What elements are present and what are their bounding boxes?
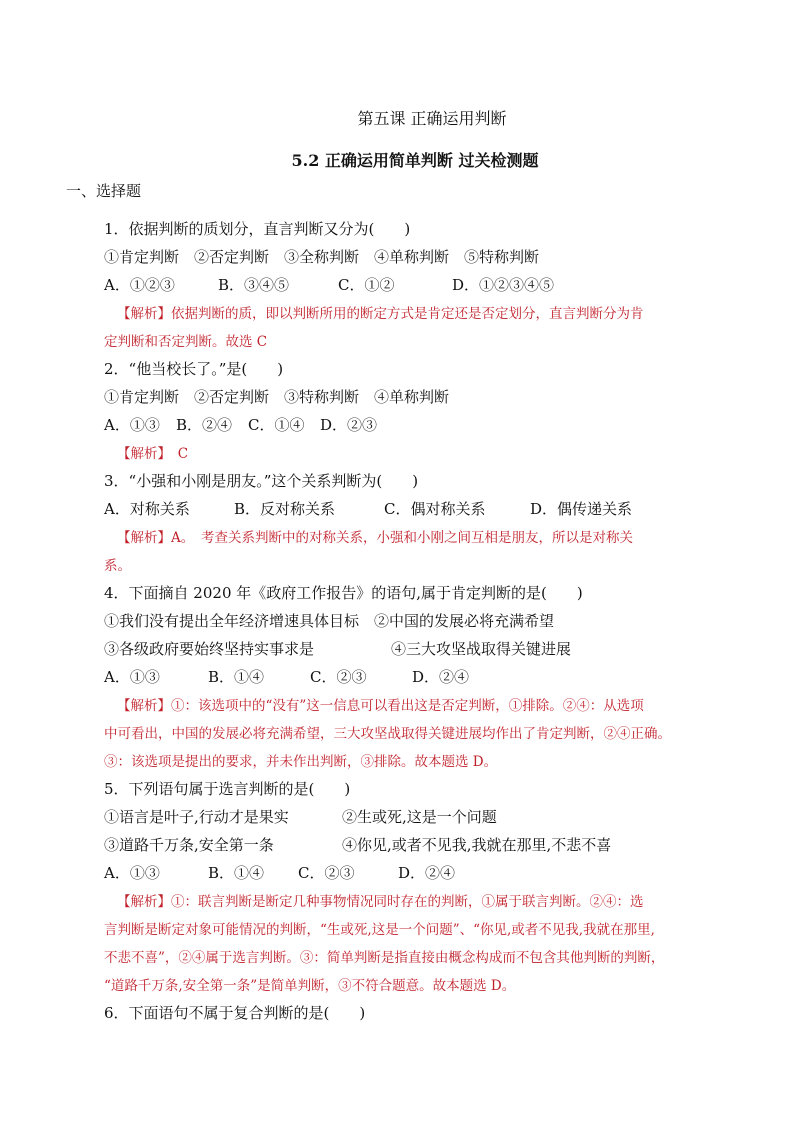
q2-option-c: C．①④ — [248, 416, 305, 434]
q3-analysis-line-2: 系。 — [104, 558, 131, 574]
q4-option-c: C．②③ — [310, 668, 367, 686]
page-subtitle: 5.2 正确运用简单判断 过关检测题 — [291, 151, 539, 170]
q1-analysis-line-2: 定判断和否定判断。故选 C — [104, 334, 268, 350]
q2-option-d: D．②③ — [320, 416, 378, 434]
section-heading: 一、选择题 — [66, 182, 142, 200]
q3-option-c: C．偶对称关系 — [384, 500, 486, 518]
q4-stem: 4．下面摘自 2020 年《政府工作报告》的语句,属于肯定判断的是( ) — [104, 584, 583, 602]
q2-analysis-line-1: 【解析】 C — [117, 446, 189, 462]
q4-option-b: B．①④ — [208, 668, 265, 686]
q4-analysis-line-2: 中可看出，中国的发展必将充满希望，三大攻坚战取得关键进展均作出了肯定判断，②④正确。 — [104, 726, 671, 742]
q5-item-4: ④你见,或者不见我,我就在那里,不悲不喜 — [342, 836, 612, 854]
q3-options — [104, 498, 632, 519]
q5-option-d: D．②④ — [398, 864, 456, 882]
q3-option-b: B．反对称关系 — [234, 500, 336, 518]
q4-option-d: D．②④ — [412, 668, 470, 686]
q5-options — [104, 862, 455, 883]
q4-items-line-2 — [104, 638, 571, 659]
q2-option-a: A．①③ — [104, 416, 160, 434]
q1-options — [104, 274, 554, 295]
q3-option-d: D．偶传递关系 — [530, 500, 633, 518]
q1-option-d: D．①②③④⑤ — [452, 276, 555, 294]
q1-option-b: B．③④⑤ — [218, 276, 290, 294]
q5-item-2: ②生或死,这是一个问题 — [342, 808, 497, 826]
q5-analysis-line-1: 【解析】①：联言判断是断定几种事物情况同时存在的判断，①属于联言判断。②④：选 — [117, 894, 644, 910]
q5-option-a: A．①③ — [104, 864, 160, 882]
q5-option-c: C．②③ — [298, 864, 355, 882]
q2-items: ①肯定判断 ②否定判断 ③特称判断 ④单称判断 — [104, 388, 450, 406]
q5-analysis-line-4: “道路千万条,安全第一条”是简单判断，③不符合题意。故本题选 D。 — [104, 978, 516, 994]
q6-stem: 6．下面语句不属于复合判断的是( ) — [104, 1004, 366, 1022]
q4-options — [104, 666, 469, 687]
q5-analysis-line-3: 不悲不喜”，②④属于选言判断。③：简单判断是指直接由概念构成而不包含其他判断的判断， — [104, 950, 665, 966]
q5-analysis-line-2: 言判断是断定对象可能情况的判断，“生或死,这是一个问题”、“你见,或者不见我,我就在那里, — [104, 922, 655, 938]
q3-analysis-line-1: 【解析】A。 考查关系判断中的对称关系，小强和小刚之间互相是朋友，所以是对称关 — [117, 530, 633, 546]
q1-analysis-line-1: 【解析】依据判断的质，即以判断所用的断定方式是肯定还是否定划分，直言判断分为肯 — [117, 306, 644, 322]
q1-option-c: C．①② — [338, 276, 395, 294]
q4-analysis-line-3: ③：该选项是提出的要求，并未作出判断，③排除。故本题选 D。 — [104, 754, 498, 770]
q5-items-line-1 — [104, 806, 497, 827]
q2-stem: 2．“他当校长了。”是( ) — [104, 360, 284, 378]
q3-option-a: A．对称关系 — [104, 500, 190, 518]
q1-option-a: A．①②③ — [104, 276, 175, 294]
q2-option-b: B．②④ — [176, 416, 233, 434]
q3-stem: 3．“小强和小刚是朋友。”这个关系判断为( ) — [104, 472, 419, 490]
q4-option-a: A．①③ — [104, 668, 160, 686]
q5-items-line-2 — [104, 834, 611, 855]
q2-options — [104, 414, 377, 435]
q5-item-3: ③道路千万条,安全第一条 — [104, 836, 274, 854]
q4-item-3: ③各级政府要始终坚持实事求是 — [104, 640, 315, 658]
q5-item-1: ①语言是叶子,行动才是果实 — [104, 808, 289, 826]
q4-item-4: ④三大攻坚战取得关键进展 — [391, 640, 572, 658]
page-title: 第五课 正确运用判断 — [357, 109, 507, 128]
q5-option-b: B．①④ — [208, 864, 265, 882]
q1-items: ①肯定判断 ②否定判断 ③全称判断 ④单称判断 ⑤特称判断 — [104, 248, 540, 266]
q4-items-line-1: ①我们没有提出全年经济增速具体目标 ②中国的发展必将充满希望 — [104, 612, 555, 630]
q1-stem: 1．依据判断的质划分，直言判断又分为( ) — [104, 220, 411, 238]
q5-stem: 5．下列语句属于选言判断的是( ) — [104, 780, 351, 798]
q4-analysis-line-1: 【解析】①：该选项中的“没有”这一信息可以看出这是否定判断，①排除。②④：从选项 — [117, 698, 644, 714]
